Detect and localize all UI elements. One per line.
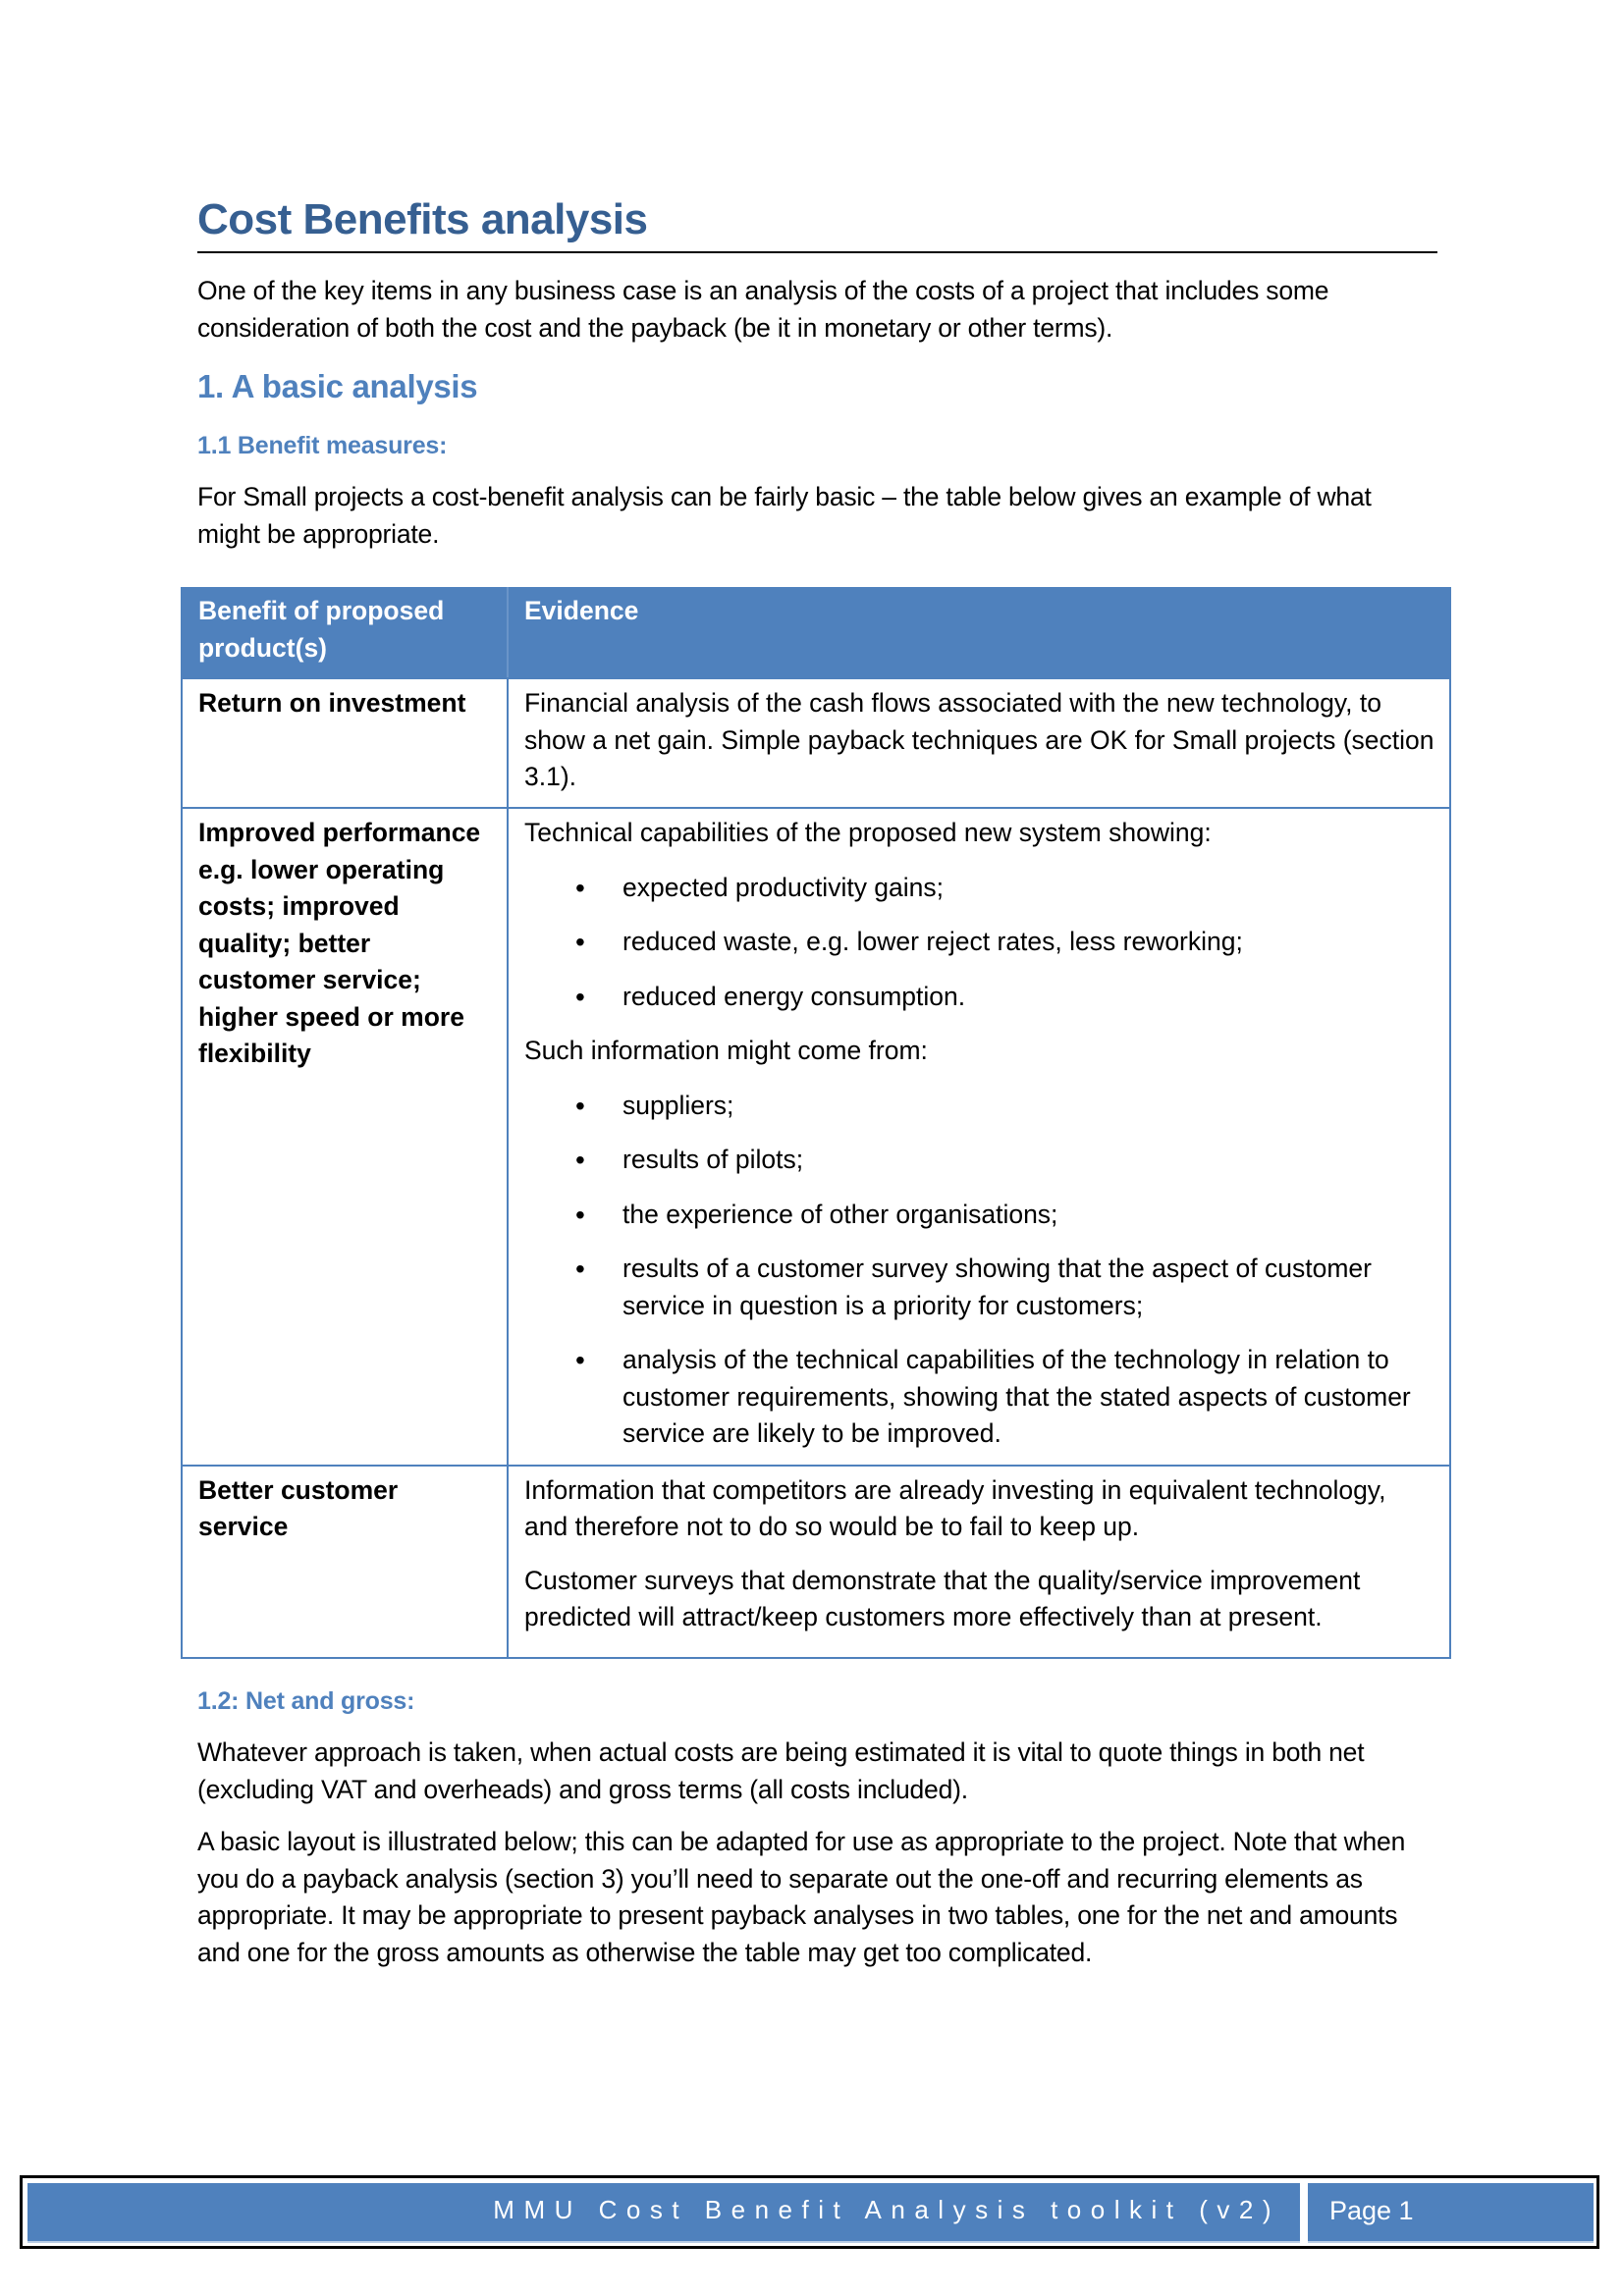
net-gross-paragraph-1: Whatever approach is taken, when actual costs are being estimated it is vital to quote things in both net (excluding VAT and overheads) and gross terms (all costs included). bbox=[197, 1737, 1365, 1804]
title-divider bbox=[197, 251, 1437, 253]
benefit-cell: Better customer service bbox=[182, 1466, 508, 1658]
footer-title: MMU Cost Benefit Analysis toolkit (v2) bbox=[493, 2195, 1280, 2224]
page-title: Cost Benefits analysis bbox=[197, 195, 648, 243]
evidence-intro: Technical capabilities of the proposed new system showing: bbox=[524, 818, 1212, 847]
benefit-cell: Return on investment bbox=[182, 678, 508, 808]
column-header-benefit: Benefit of proposed product(s) bbox=[182, 588, 508, 678]
subsection-1-1-heading: 1.1 Benefit measures: bbox=[197, 432, 448, 459]
footer-title-bar bbox=[27, 2183, 1300, 2243]
column-header-evidence: Evidence bbox=[508, 588, 1450, 678]
evidence-cell bbox=[508, 1466, 1450, 1658]
intro-paragraph: One of the key items in any business case is an analysis of the costs of a project that includes some consideration of both the cost and the payback (be it in monetary or other terms). bbox=[197, 276, 1329, 343]
net-gross-paragraph-2: A basic layout is illustrated below; this can be adapted for use as appropriate to the project. Note that when you do a payback analysis (section 3) you’ll need to separate out the one-off and recurring elements as appropriate. It may be appropriate to present payback analyses in two tables, one for the net and amounts and one for the gross amounts as otherwise the table may get too complicated. bbox=[197, 1827, 1406, 1967]
page-number: Page 1 bbox=[1329, 2196, 1414, 2225]
subsection-1-1-text: For Small projects a cost-benefit analysis can be fairly basic – the table below gives an example of what might be appropriate. bbox=[197, 482, 1372, 549]
evidence-paragraph: Information that competitors are already investing in equivalent technology, and therefore not to do so would be to fail to keep up. bbox=[524, 1474, 1386, 1541]
evidence-paragraph: Customer surveys that demonstrate that the quality/service improvement predicted will attract/keep customers more effectively than at present. bbox=[524, 1565, 1361, 1631]
table-row bbox=[182, 678, 1450, 808]
list-item: • reduced energy consumption. bbox=[524, 979, 1435, 1016]
list-item: • results of a customer survey showing that the aspect of customer service in question is a priority for customers; bbox=[524, 1251, 1435, 1324]
subsection-1-2-heading: 1.2: Net and gross: bbox=[197, 1687, 415, 1715]
evidence-sources-intro: Such information might come from: bbox=[524, 1036, 928, 1065]
benefit-measures-table bbox=[181, 587, 1451, 1659]
net-gross-section bbox=[197, 1685, 1437, 1971]
sources-list bbox=[524, 1088, 1435, 1453]
document-body bbox=[197, 192, 1437, 553]
list-item: • suppliers; bbox=[524, 1088, 1435, 1125]
section-1-heading: 1. A basic analysis bbox=[197, 368, 478, 404]
list-item: • analysis of the technical capabilities of the technology in relation to customer requirements, showing that the stated aspects of customer service are likely to be improved. bbox=[524, 1342, 1435, 1453]
list-item: • the experience of other organisations; bbox=[524, 1197, 1435, 1234]
evidence-cell bbox=[508, 808, 1450, 1466]
evidence-cell: Financial analysis of the cash flows associated with the new technology, to show a net gain. Simple payback techniques are OK for Small projects (section 3.1). bbox=[508, 678, 1450, 808]
list-item: • reduced waste, e.g. lower reject rates, less reworking; bbox=[524, 924, 1435, 961]
table-header-row bbox=[182, 588, 1450, 678]
benefit-cell: Improved performance e.g. lower operating costs; improved quality; better customer service; higher speed or more flexibility bbox=[182, 808, 508, 1466]
list-item: • expected productivity gains; bbox=[524, 870, 1435, 907]
list-item: • results of pilots; bbox=[524, 1142, 1435, 1179]
footer-page-box bbox=[1308, 2183, 1594, 2243]
table-row bbox=[182, 1466, 1450, 1658]
capabilities-list bbox=[524, 870, 1435, 1016]
table-row bbox=[182, 808, 1450, 1466]
